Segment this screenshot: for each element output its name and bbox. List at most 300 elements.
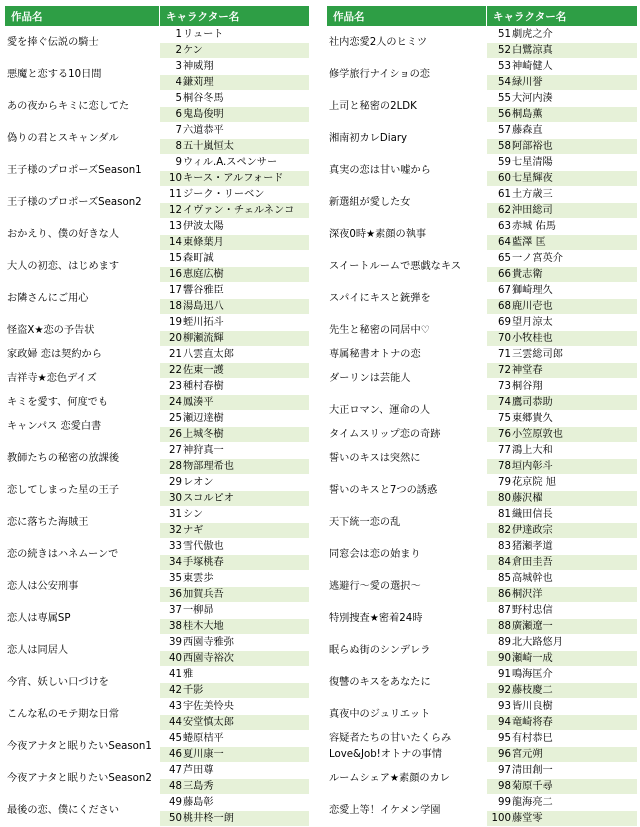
character-cell — [160, 203, 310, 219]
character-cell — [487, 571, 638, 587]
character-name: 千影 — [183, 685, 204, 696]
character-name: 鳳湊平 — [183, 397, 214, 408]
character-number: 78 — [498, 461, 511, 472]
table-row — [327, 507, 638, 523]
character-name: 響谷雅臣 — [183, 285, 224, 296]
table-row — [5, 251, 310, 267]
character-name: 瀬辺達樹 — [183, 413, 224, 424]
character-number: 20 — [169, 333, 182, 344]
character-cell — [487, 811, 638, 827]
work-title: キャンパス 恋愛白書 — [5, 411, 160, 443]
work-title: 家政婦 恋は契約から — [5, 347, 160, 363]
table-row — [327, 603, 638, 619]
character-cell — [160, 331, 310, 347]
table-row — [5, 635, 310, 651]
character-name: 赤城 佑馬 — [512, 221, 556, 232]
character-name: 大河内湊 — [512, 93, 553, 104]
character-name: 鹿川壱也 — [512, 301, 553, 312]
work-title: 上司と秘密の2LDK — [327, 91, 487, 123]
work-title: 王子様のプロポーズSeason2 — [5, 187, 160, 219]
table-row — [327, 219, 638, 235]
character-number: 63 — [498, 221, 511, 232]
character-name: 桐谷冬馬 — [183, 93, 224, 104]
character-number: 40 — [169, 653, 182, 664]
character-cell — [487, 283, 638, 299]
work-title: 恋に落ちた海賊王 — [5, 507, 160, 539]
table-row — [327, 123, 638, 139]
character-number: 4 — [175, 77, 182, 88]
character-number: 48 — [169, 781, 182, 792]
character-name: イヴァン・チェルネンコ — [183, 205, 295, 216]
character-name: 神堂春 — [512, 365, 543, 376]
work-title: 特別捜査★密着24時 — [327, 603, 487, 635]
header-work: 作品名 — [5, 6, 160, 27]
character-cell — [487, 747, 638, 763]
character-cell — [160, 667, 310, 683]
character-name: 皆川良樹 — [512, 701, 553, 712]
character-name: 一柳昴 — [183, 605, 214, 616]
character-cell — [160, 491, 310, 507]
character-name: 花京院 旭 — [512, 477, 556, 488]
character-number: 57 — [498, 125, 511, 136]
work-title: 天下統一恋の乱 — [327, 507, 487, 539]
character-number: 29 — [169, 477, 182, 488]
character-name: 桐島薫 — [512, 109, 543, 120]
character-cell — [487, 331, 638, 347]
character-name: 夏川康一 — [183, 749, 224, 760]
character-cell — [160, 91, 310, 107]
character-cell — [160, 539, 310, 555]
character-number: 100 — [491, 813, 511, 824]
work-title: 深夜0時★素顔の執事 — [327, 219, 487, 251]
work-title: 最後の恋、僕にください — [5, 795, 160, 827]
work-title: 恋してしまった星の王子 — [5, 475, 160, 507]
character-cell — [487, 523, 638, 539]
character-name: 七星輝夜 — [512, 173, 553, 184]
character-cell — [487, 59, 638, 75]
table-row — [327, 27, 638, 43]
character-cell — [160, 731, 310, 747]
table-row — [5, 507, 310, 523]
table-header-row — [327, 6, 638, 27]
character-cell — [487, 539, 638, 555]
table-row — [327, 91, 638, 107]
work-title: 誓いのキスと7つの誘惑 — [327, 475, 487, 507]
character-cell — [160, 811, 310, 827]
character-cell — [487, 619, 638, 635]
character-cell — [487, 139, 638, 155]
work-title: 同窓会は恋の始まり — [327, 539, 487, 571]
character-name: 神威翔 — [183, 61, 214, 72]
character-name: 瀬崎一成 — [512, 653, 553, 664]
character-number: 98 — [498, 781, 511, 792]
work-title: 逃避行～愛の選択～ — [327, 571, 487, 603]
character-cell — [487, 347, 638, 363]
table-row — [5, 187, 310, 203]
work-title: タイムスリップ恋の奇跡 — [327, 427, 487, 443]
character-name: 柳瀬流輝 — [183, 333, 224, 344]
character-cell — [160, 427, 310, 443]
work-title: 真実の恋は甘い嘘から — [327, 155, 487, 187]
work-title: 大人の初恋、はじめます — [5, 251, 160, 283]
character-cell — [487, 107, 638, 123]
character-name: 蛭川拓斗 — [183, 317, 224, 328]
character-cell — [487, 203, 638, 219]
character-name: 藤島彰 — [183, 797, 214, 808]
character-cell — [487, 667, 638, 683]
character-name: 緑川誉 — [512, 77, 543, 88]
character-name: 三島秀 — [183, 781, 214, 792]
character-number: 70 — [498, 333, 511, 344]
character-name: 上城冬樹 — [183, 429, 224, 440]
character-cell — [160, 443, 310, 459]
character-name: 一ノ宮英介 — [512, 253, 563, 264]
character-cell — [487, 731, 638, 747]
character-cell — [487, 411, 638, 427]
work-title: 大正ロマン、運命の人 — [327, 395, 487, 427]
character-name: 藤沢櫂 — [512, 493, 543, 504]
character-cell — [160, 155, 310, 171]
character-cell — [487, 587, 638, 603]
character-name: 藤枝慶二 — [512, 685, 553, 696]
character-number: 96 — [498, 749, 511, 760]
character-name: 桃井柊一朗 — [183, 813, 234, 824]
character-number: 51 — [498, 29, 511, 40]
header-character: キャラクター名 — [160, 6, 310, 27]
character-cell — [160, 411, 310, 427]
character-name: ジーク・リーベン — [183, 189, 265, 200]
character-name: 伊波太陽 — [183, 221, 224, 232]
character-name: 七星清陽 — [512, 157, 553, 168]
character-cell — [160, 747, 310, 763]
table-row — [5, 283, 310, 299]
character-number: 74 — [498, 397, 511, 408]
character-name: 東郷貴久 — [512, 413, 553, 424]
character-name: 沖田総司 — [512, 205, 553, 216]
character-cell — [487, 27, 638, 43]
character-cell — [487, 651, 638, 667]
character-name: スコルピオ — [183, 493, 234, 504]
character-name: 湯島迅八 — [183, 301, 224, 312]
character-number: 61 — [498, 189, 511, 200]
character-name: 西園寺雅弥 — [183, 637, 234, 648]
character-name: 蜷原桔平 — [183, 733, 224, 744]
character-name: 織田信長 — [512, 509, 553, 520]
character-name: 三雲総司郎 — [512, 349, 563, 360]
character-cell — [160, 219, 310, 235]
character-number: 62 — [498, 205, 511, 216]
character-number: 97 — [498, 765, 511, 776]
character-name: 北大路悠月 — [512, 637, 563, 648]
table-row — [5, 475, 310, 491]
character-number: 77 — [498, 445, 511, 456]
character-number: 87 — [498, 605, 511, 616]
character-cell — [487, 267, 638, 283]
character-name: 望月涼太 — [512, 317, 553, 328]
character-number: 88 — [498, 621, 511, 632]
character-number: 46 — [169, 749, 182, 760]
character-number: 64 — [498, 237, 511, 248]
table-row — [327, 363, 638, 379]
character-number: 71 — [498, 349, 511, 360]
table-row — [327, 571, 638, 587]
character-number: 6 — [175, 109, 182, 120]
character-cell — [487, 699, 638, 715]
character-cell — [160, 235, 310, 251]
character-cell — [160, 555, 310, 571]
table-row — [5, 699, 310, 715]
character-number: 73 — [498, 381, 511, 392]
work-title: 社内恋愛2人のヒミツ — [327, 27, 487, 59]
character-number: 54 — [498, 77, 511, 88]
character-name: 東雲歩 — [183, 573, 214, 584]
character-cell — [160, 523, 310, 539]
character-cell — [160, 619, 310, 635]
character-number: 24 — [169, 397, 182, 408]
character-name: 猪瀬孝道 — [512, 541, 553, 552]
character-number: 12 — [169, 205, 182, 216]
character-cell — [160, 27, 310, 43]
work-title: お隣さんにご用心 — [5, 283, 160, 315]
character-name: シン — [183, 509, 204, 520]
character-number: 36 — [169, 589, 182, 600]
character-name: リュート — [183, 29, 224, 40]
character-number: 19 — [169, 317, 182, 328]
character-name: 龍海亮二 — [512, 797, 553, 808]
character-number: 23 — [169, 381, 182, 392]
character-cell — [160, 59, 310, 75]
header-character: キャラクター名 — [487, 6, 638, 27]
character-name: 五十嵐恒太 — [183, 141, 234, 152]
character-name: 菊原千尋 — [512, 781, 553, 792]
character-cell — [160, 587, 310, 603]
character-name: 手塚桃春 — [183, 557, 224, 568]
character-name: 小牧桂也 — [512, 333, 553, 344]
character-number: 30 — [169, 493, 182, 504]
character-name: 倉田圭吾 — [512, 557, 553, 568]
character-cell — [487, 475, 638, 491]
character-cell — [487, 443, 638, 459]
character-name: 恵庭広樹 — [183, 269, 224, 280]
character-number: 7 — [175, 125, 182, 136]
character-name: 桂木大地 — [183, 621, 224, 632]
character-number: 2 — [175, 45, 182, 56]
work-title: 湘南初カレDiary — [327, 123, 487, 155]
table-row — [5, 667, 310, 683]
character-cell — [160, 75, 310, 91]
table-row — [327, 155, 638, 171]
character-number: 90 — [498, 653, 511, 664]
character-number: 14 — [169, 237, 182, 248]
table-row — [5, 363, 310, 379]
table-row — [327, 59, 638, 75]
table-row — [5, 411, 310, 427]
work-title: 修学旅行ナイショの恋 — [327, 59, 487, 91]
character-number: 65 — [498, 253, 511, 264]
character-number: 92 — [498, 685, 511, 696]
character-number: 9 — [175, 157, 182, 168]
character-number: 86 — [498, 589, 511, 600]
character-cell — [160, 571, 310, 587]
character-name: レオン — [183, 477, 214, 488]
character-number: 41 — [169, 669, 182, 680]
character-number: 52 — [498, 45, 511, 56]
table-row — [327, 731, 638, 747]
character-name: 白鷺涼真 — [512, 45, 553, 56]
table-row — [5, 347, 310, 363]
character-cell — [487, 235, 638, 251]
character-cell — [487, 603, 638, 619]
character-number: 82 — [498, 525, 511, 536]
character-cell — [160, 283, 310, 299]
character-number: 18 — [169, 301, 182, 312]
character-name: 安堂慎太郎 — [183, 717, 234, 728]
table-row — [327, 763, 638, 779]
character-cell — [160, 315, 310, 331]
work-title: 悪魔と恋する10日間 — [5, 59, 160, 91]
character-number: 16 — [169, 269, 182, 280]
table-row — [5, 571, 310, 587]
character-cell — [487, 171, 638, 187]
character-cell — [487, 299, 638, 315]
character-name: 東條葉月 — [183, 237, 224, 248]
character-cell — [160, 651, 310, 667]
character-number: 67 — [498, 285, 511, 296]
character-number: 39 — [169, 637, 182, 648]
character-name: 伊達政宗 — [512, 525, 553, 536]
character-name: 雅 — [183, 669, 194, 680]
character-cell — [160, 379, 310, 395]
work-title: 偽りの君とスキャンダル — [5, 123, 160, 155]
table-row — [327, 251, 638, 267]
character-cell — [487, 187, 638, 203]
character-number: 81 — [498, 509, 511, 520]
character-number: 79 — [498, 477, 511, 488]
table-row — [327, 475, 638, 491]
work-title: 恋人は公安刑事 — [5, 571, 160, 603]
table-row — [5, 763, 310, 779]
character-name: 高城幹也 — [512, 573, 553, 584]
table-row — [5, 443, 310, 459]
character-name: 廣瀬遼一 — [512, 621, 553, 632]
table-row — [5, 315, 310, 331]
work-title: 眠らぬ街のシンデレラ — [327, 635, 487, 667]
character-number: 69 — [498, 317, 511, 328]
work-title: 恋人は専属SP — [5, 603, 160, 635]
character-number: 75 — [498, 413, 511, 424]
character-name: 六道恭平 — [183, 125, 224, 136]
table-row — [5, 539, 310, 555]
work-title: スパイにキスと銃弾を — [327, 283, 487, 315]
character-number: 93 — [498, 701, 511, 712]
character-cell — [160, 635, 310, 651]
work-title: 今夜アナタと眠りたいSeason2 — [5, 763, 160, 795]
work-title: 愛を捧ぐ伝説の騎士 — [5, 27, 160, 59]
character-number: 11 — [169, 189, 182, 200]
character-cell — [160, 267, 310, 283]
work-title: 復讐のキスをあなたに — [327, 667, 487, 699]
character-number: 91 — [498, 669, 511, 680]
character-name: 有村恭巳 — [512, 733, 553, 744]
character-name: 劇虎之介 — [512, 29, 553, 40]
character-number: 10 — [169, 173, 182, 184]
character-name: 西園寺裕次 — [183, 653, 234, 664]
character-cell — [487, 683, 638, 699]
character-number: 21 — [169, 349, 182, 360]
character-number: 34 — [169, 557, 182, 568]
work-title: ルームシェア★素顔のカレ — [327, 763, 487, 795]
character-name: 野村忠信 — [512, 605, 553, 616]
table-row — [327, 443, 638, 459]
character-number: 84 — [498, 557, 511, 568]
character-name: 桐沢洋 — [512, 589, 543, 600]
work-title: こんな私のモテ期な日常 — [5, 699, 160, 731]
character-name: 阿部裕也 — [512, 141, 553, 152]
character-name: 加賀兵吾 — [183, 589, 224, 600]
character-cell — [160, 715, 310, 731]
character-number: 5 — [175, 93, 182, 104]
character-cell — [487, 155, 638, 171]
character-name: 桐谷翔 — [512, 381, 543, 392]
character-cell — [160, 123, 310, 139]
character-cell — [487, 219, 638, 235]
character-number: 95 — [498, 733, 511, 744]
character-name: ウィル.A.スペンサー — [183, 157, 278, 168]
character-cell — [160, 763, 310, 779]
character-number: 89 — [498, 637, 511, 648]
table-row — [327, 283, 638, 299]
character-cell — [487, 395, 638, 411]
character-cell — [487, 75, 638, 91]
character-number: 26 — [169, 429, 182, 440]
character-name: 藤森直 — [512, 125, 543, 136]
character-number: 32 — [169, 525, 182, 536]
work-title: 専属秘書オトナの恋 — [327, 347, 487, 363]
character-cell — [160, 363, 310, 379]
work-title: ダーリンは芸能人 — [327, 363, 487, 395]
work-title: おかえり、僕の好きな人 — [5, 219, 160, 251]
character-number: 8 — [175, 141, 182, 152]
work-title: 恋人は同居人 — [5, 635, 160, 667]
character-table-left — [4, 5, 310, 827]
character-cell — [487, 427, 638, 443]
table-header-row — [5, 6, 310, 27]
work-title: 今宵、妖しい口づけを — [5, 667, 160, 699]
character-number: 28 — [169, 461, 182, 472]
character-number: 22 — [169, 365, 182, 376]
character-cell — [160, 43, 310, 59]
character-name: 宇佐美怜央 — [183, 701, 234, 712]
character-table-right — [326, 5, 638, 827]
work-title: 先生と秘密の同居中♡ — [327, 315, 487, 347]
character-name: キース・アルフォード — [183, 173, 284, 184]
character-name: 小笠原敦也 — [512, 429, 563, 440]
work-title: キミを愛す、何度でも — [5, 395, 160, 411]
character-name: ナギ — [183, 525, 204, 536]
character-name: 清田創一 — [512, 765, 553, 776]
character-name: 種村春樹 — [183, 381, 224, 392]
character-number: 27 — [169, 445, 182, 456]
table-row — [327, 187, 638, 203]
character-number: 1 — [175, 29, 182, 40]
table-row — [5, 123, 310, 139]
character-cell — [487, 251, 638, 267]
character-name: 土方歳三 — [512, 189, 553, 200]
table-row — [5, 27, 310, 43]
character-cell — [487, 491, 638, 507]
character-name: 鷹司恭助 — [512, 397, 553, 408]
table-row — [327, 747, 638, 763]
